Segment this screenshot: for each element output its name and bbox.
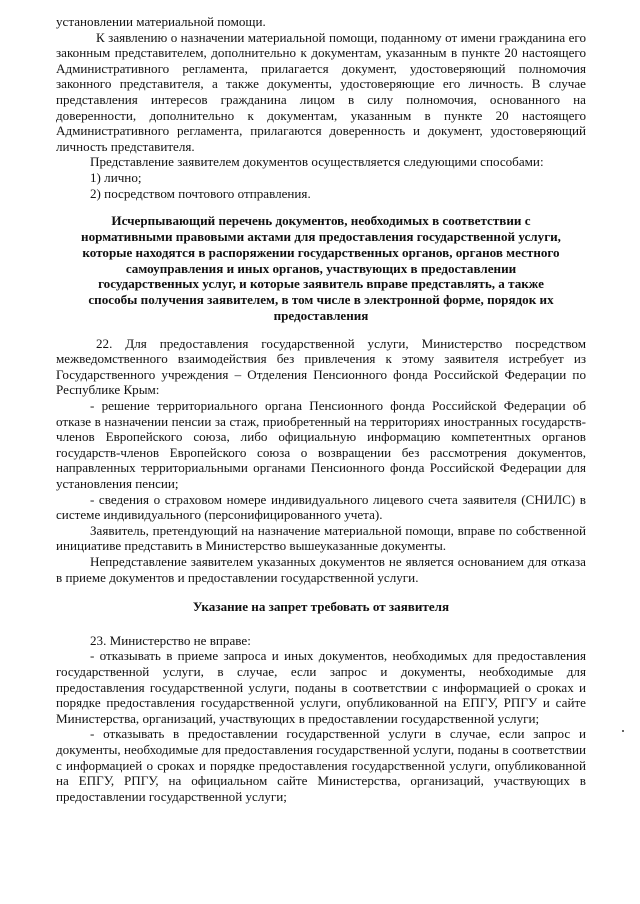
paragraph-statement: К заявлению о назначении материальной помощи, поданному от имени гражданина его законным представителем, дополнительно к документам, указанным в пункте 20 настоящего Административного регламента, прилагается документ, удостоверяющий полномочия законного представителя, а также документы, удостоверяющие его личность. В случае представления интересов гражданина лицом в силу полномочия, основанного на доверенности, дополнительно к документам, указанным в пункте 20 настоящего Административного регламента, прилагаются доверенность и документ, удостоверяющий личность представителя. bbox=[56, 29, 586, 154]
section-heading-documents: Исчерпывающий перечень документов, необходимых в соответствии с нормативными правовыми актами для предоставления государственной услуги, которые находятся в распоряжении государственных органов, органов местного самоуправления и иных органов, участвующих в предоставлении государственных услуг, и которые заявитель вправе представлять, а также способы получения заявителем, в том числе в электронной форме, порядок их предоставления bbox=[81, 213, 561, 323]
paragraph-applicant: Заявитель, претендующий на назначение материальной помощи, вправе по собственной инициативе представить в Министерство вышеуказанные документы. bbox=[56, 522, 586, 554]
list-item-23-2: - отказывать в предоставлении государственной услуги в случае, если запрос и документы, необходимые для предоставления государственной услуги, поданы в соответствии с информацией о сроках и порядке предоставления государственной услуги, опубликованной на ЕПГУ, РПГУ, на официальном сайте Министерства, организаций, участвующих в предоставлении государственной услуги; bbox=[56, 726, 586, 804]
paragraph-22: 22. Для предоставления государственной услуги, Министерство посредством межведомственного взаимодействия без привлечения к этому заявителя истребует из Государственного учреждения – Отделения Пенсионного фонда Российской Федерации по Республике Крым: bbox=[56, 335, 586, 398]
method-item-1: 1) лично; bbox=[90, 169, 142, 185]
paragraph-nonsubmission: Непредставление заявителем указанных документов не является основанием для отказа в приеме документов и предоставлении государственной услуги. bbox=[56, 554, 586, 585]
method-item-2: 2) посредством почтового отправления. bbox=[90, 185, 311, 201]
paragraph-23: 23. Министерство не вправе: bbox=[90, 632, 251, 648]
paragraph-top: установлении материальной помощи. bbox=[56, 14, 266, 29]
document-page bbox=[56, 14, 586, 804]
paragraph-methods: Представление заявителем документов осуществляется следующими способами: bbox=[90, 154, 544, 170]
list-item-22-2: - сведения о страховом номере индивидуального лицевого счета заявителя (СНИЛС) в системе индивидуального (персонифицированного учета). bbox=[56, 491, 586, 523]
scan-speck bbox=[622, 730, 624, 732]
list-item-23-1: - отказывать в приеме запроса и иных документов, необходимых для предоставления государственной услуги, в случае, если запрос и документы, необходимые для предоставления государственной услуги, поданы в соответствии с информацией о сроках и порядке предоставления государственной услуги, опубликованной на ЕПГУ, РПГУ и сайте Министерства, организаций, участвующих в предоставлении государственной услуги; bbox=[56, 648, 586, 726]
section-heading-prohibition: Указание на запрет требовать от заявителя bbox=[192, 599, 450, 615]
list-item-22-1: - решение территориального органа Пенсионного фонда Российской Федерации об отказе в назначении пенсии за стаж, приобретенный на территориях иностранных государств-членов Европейского союза, либо официальную информацию компетентных органов государств-членов Европейского союза о возвращении без рассмотрения документов, направленных территориальными органами Пенсионного фонда Российской Федерации для установления пенсии; bbox=[56, 398, 586, 492]
